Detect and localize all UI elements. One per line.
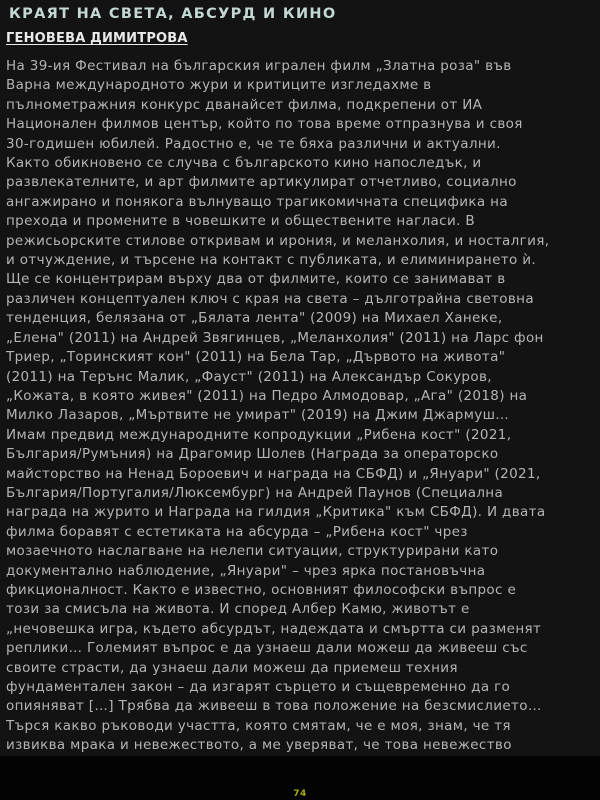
article-author: ГЕНОВЕВА ДИМИТРОВА <box>6 31 188 46</box>
body-text-line: На 39-ия Фестивал на българския игрален филм „Златна роза" във <box>6 58 512 74</box>
body-text-line: Триер, „Торинският кон" (2011) на Бела Тар, „Дървото на живота" <box>6 349 506 366</box>
body-text-line: 30-годишен юбилей. Радостно е, че те бяха различни и актуални. <box>6 135 501 152</box>
body-text-line: и отчуждение, и търсене на контакт с публиката, и елиминирането ѝ. <box>6 252 536 269</box>
article-title: КРАЯТ НА СВЕТА, АБСУРД И КИНО <box>9 6 337 22</box>
body-text-line: България/Португалия/Люксембург) на Андрей Паунов (Специална <box>6 484 504 501</box>
body-text-line: майсторство на Ненад Бороевич и награда на СБФД) и „Януари" (2021, <box>6 465 541 482</box>
body-text-line: опияняват […] Трябва да живееш в това положение на безсмислието… <box>6 698 542 715</box>
body-text-line: извиква мрака и невежеството, а ме уверяват, че това невежество <box>6 737 512 754</box>
body-text-line: „Елена" (2011) на Андрей Звягинцев, „Меланхолия" (2011) на Ларс фон <box>6 329 544 346</box>
body-text-line: Милко Лазаров, „Мъртвите не умират" (2019) на Джим Джармуш… <box>6 407 510 424</box>
body-text-line: режисьорските стилове откривам и ирония, и меланхолия, и носталгия, <box>6 232 550 249</box>
body-text-line: Варна международното жури и критиците изгледахме в <box>6 77 432 94</box>
body-text-line: Както обикновено се случва с българското кино напоследък, и <box>6 155 482 172</box>
body-text-line: Имам предвид международните копродукции „Рибена кост" (2021, <box>6 426 512 443</box>
body-text-line: пълнометражния конкурс дванайсет филма, подкрепени от ИА <box>6 96 483 113</box>
body-text-line: развлекателните, и арт филмите артикулират отчетливо, социално <box>6 174 517 191</box>
body-text-line: Търся какво ръководи участта, която смятам, че е моя, знам, че тя <box>6 717 511 734</box>
body-text-line: (2011) на Терънс Малик, „Фауст" (2011) на Александър Сокуров, <box>6 368 492 385</box>
page-footer <box>0 756 600 800</box>
body-text-line: прехода и промените в човешките и обществените нагласи. В <box>6 213 475 230</box>
body-text-line: „нечовешка игра, където абсурдът, надеждата и смъртта си разменят <box>6 620 542 637</box>
body-text-line: фундаментален закон – да изгарят сърцето и същевременно да го <box>6 679 511 695</box>
body-text-line: филма боравят с естетиката на абсурда – „Рибена кост" чрез <box>6 523 468 540</box>
body-text-line: фикционалност. Както е известно, основният философски въпрос е <box>6 581 517 598</box>
body-text-line: „Кожата, в която живея" (2011) на Педро Алмодовар, „Ага" (2018) на <box>6 387 528 404</box>
body-text-line: документално наблюдение, „Януари" – чрез ярка постановъчна <box>6 562 486 579</box>
body-text-line: награда на журито и Награда на гилдия „Критика" към СБФД). И двата <box>6 504 546 521</box>
body-text-line: Национален филмов център, който по това време отпразнува и своя <box>6 116 523 133</box>
body-text-line: тенденция, белязана от „Бялата лента" (2009) на Михаел Ханеке, <box>6 310 503 327</box>
article-body <box>0 57 600 756</box>
page-number: 74 <box>293 789 307 799</box>
body-text-line: мозаечното наслагване на нелепи ситуации, структурирани като <box>6 543 499 560</box>
body-text-line: Ще се концентрирам върху два от филмите, които се занимават в <box>6 271 506 288</box>
body-text-line: реплики… Големият въпрос е да узнаеш дали можеш да живееш със <box>6 640 528 657</box>
body-text-line: своите страсти, да узнаеш дали можеш да приемеш техния <box>6 659 458 676</box>
body-text-line: ангажирано и понякога вълнуващо трагикомичната специфика на <box>6 193 508 210</box>
body-text-line: този за смисъла на живота. И според Албер Камю, животът е <box>6 601 470 618</box>
body-text-line: различен концептуален ключ с края на света – дълготрайна световна <box>6 290 534 307</box>
body-text-line: България/Румъния) на Драгомир Шолев (Награда за операторско <box>6 446 499 463</box>
